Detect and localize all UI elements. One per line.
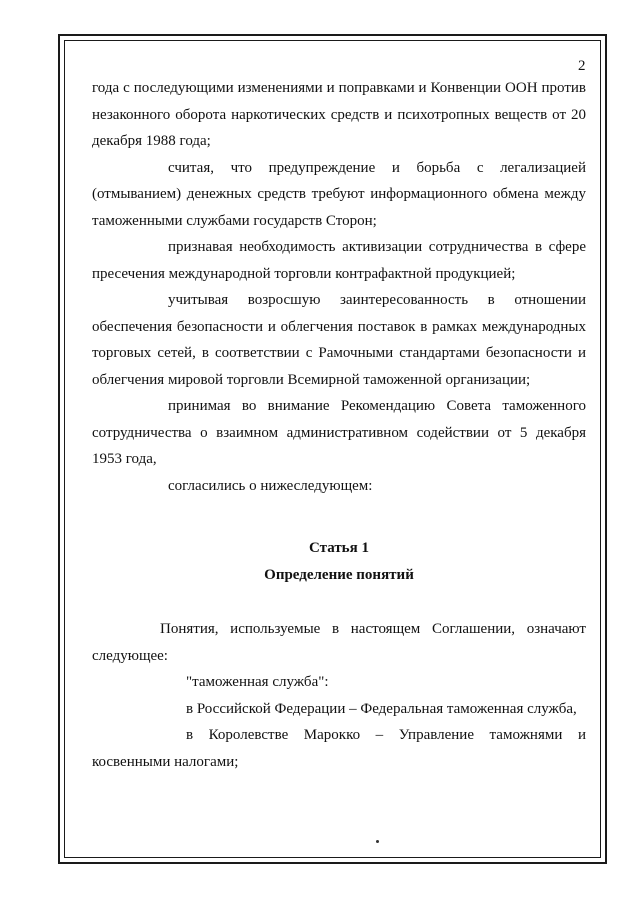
scan-speck [376, 840, 379, 843]
term-customs-service: "таможенная служба": [186, 674, 329, 690]
page-number: 2 [578, 58, 586, 74]
definition-russia: в Российской Федерации – Федеральная таможенная служба, [186, 700, 577, 717]
document-body [92, 75, 586, 775]
paragraph-noting: принимая во внимание Рекомендацию Совета таможенного сотрудничества о взаимном административном содействии от 5 декабря 1953 года, [92, 398, 586, 467]
paragraph-recognizing: признавая необходимость активизации сотрудничества в сфере пресечения международной торговли контрафактной продукцией; [92, 239, 586, 282]
definition-morocco: в Королевстве Марокко – Управление таможнями и косвенными налогами; [92, 727, 586, 770]
paragraph-taking-into-account: учитывая возросшую заинтересованность в отношении обеспечения безопасности и облегчения поставок в рамках международных торговых сетей, в соответствии с Рамочными стандартами безопасности и облегчения мировой торговли Всемирной таможенной организации; [92, 292, 586, 388]
article-title: Определение понятий [264, 566, 414, 583]
paragraph-agreed: согласились о нижеследующем: [168, 477, 373, 494]
article-intro: Понятия, используемые в настоящем Соглашении, означают следующее: [92, 621, 586, 664]
article-number: Статья 1 [309, 540, 369, 556]
paragraph-continuation: года с последующими изменениями и поправками и Конвенции ООН против незаконного оборота наркотических средств и психотропных веществ от 20 декабря 1988 года; [92, 80, 586, 149]
paragraph-considering: считая, что предупреждение и борьба с легализацией (отмыванием) денежных средств требуют информационного обмена между таможенными службами государств Сторон; [92, 159, 586, 229]
